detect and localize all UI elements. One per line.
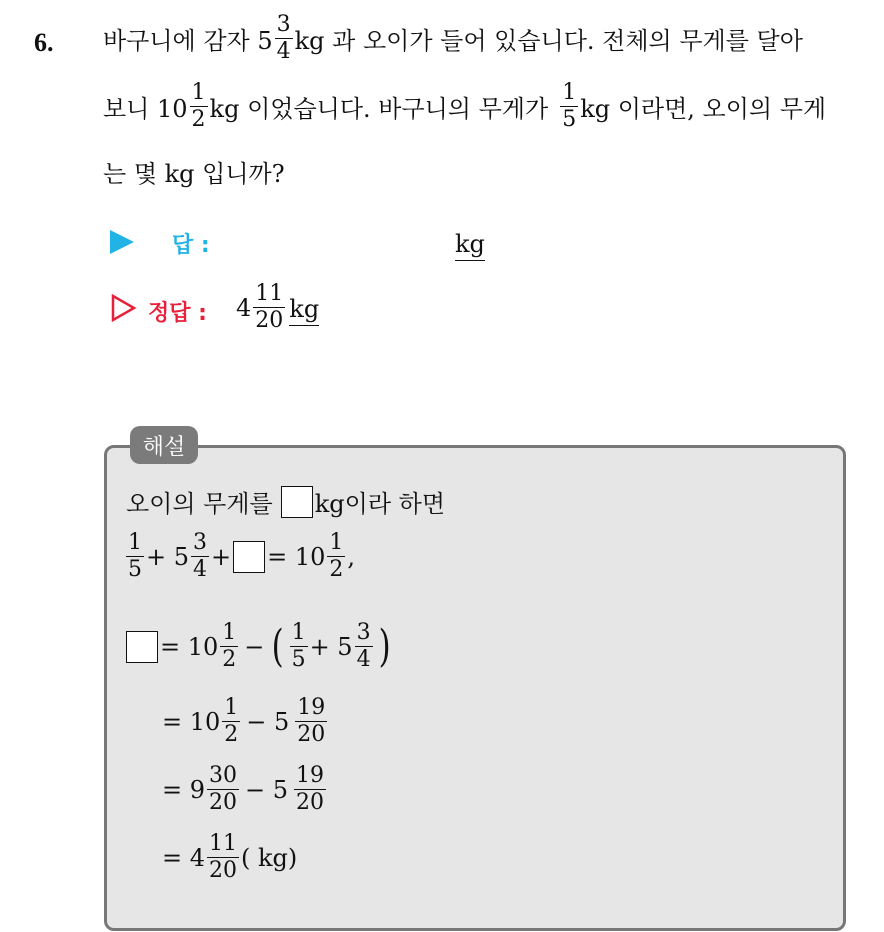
- correct-unit: kg: [289, 295, 319, 326]
- outline-arrow-icon: [111, 294, 137, 322]
- mixed-whole: 4: [236, 293, 252, 322]
- left-paren: (: [271, 620, 284, 672]
- math-operator: ,: [347, 542, 356, 571]
- fraction: [191, 532, 209, 581]
- fraction: [190, 82, 208, 131]
- fraction-denominator: 4: [276, 39, 291, 64]
- correct-answer-label: 정답 :: [148, 301, 207, 326]
- equation-1: [124, 532, 355, 581]
- fraction: [295, 697, 327, 746]
- fraction: [290, 622, 308, 671]
- fraction: [207, 765, 239, 814]
- fraction-denominator: 20: [209, 790, 238, 815]
- fraction-denominator: 2: [222, 647, 237, 672]
- right-paren: ): [378, 620, 391, 672]
- fraction-denominator: 5: [291, 647, 306, 672]
- fraction-numerator: 1: [224, 695, 239, 720]
- fraction-numerator: 3: [193, 530, 208, 555]
- question-text: 보니 10: [103, 95, 188, 123]
- fraction-denominator: 2: [224, 722, 239, 747]
- fraction-numerator: 19: [296, 763, 325, 788]
- blank-box: [233, 541, 265, 573]
- fraction-denominator: 20: [255, 308, 284, 333]
- fraction: [253, 283, 285, 332]
- fraction-numerator: 30: [209, 763, 238, 788]
- fraction-numerator: 1: [128, 530, 142, 555]
- fraction-denominator: 4: [356, 647, 371, 672]
- explanation-text: 오이의 무게를: [126, 490, 273, 518]
- question-text: 바구니에 감자 5: [103, 27, 273, 55]
- math-operator: − 5: [245, 775, 289, 804]
- math-operator: = 4: [162, 843, 206, 872]
- fraction-denominator: 20: [209, 858, 238, 883]
- explanation-tag: 해설: [130, 426, 198, 464]
- question-text: kg 이었습니다. 바구니의 무게가: [209, 95, 549, 123]
- fraction-denominator: 20: [296, 790, 325, 815]
- fraction-denominator: 5: [562, 107, 577, 132]
- answer-label: 답 :: [172, 233, 210, 258]
- math-operator: + 5: [146, 542, 190, 571]
- fraction-numerator: 3: [356, 620, 371, 645]
- fraction-denominator: 4: [193, 557, 208, 582]
- math-operator: + 5: [309, 632, 353, 661]
- math-operator: = 10: [160, 632, 219, 661]
- fraction-numerator: 1: [329, 530, 344, 555]
- correct-answer-value: [236, 283, 319, 332]
- fraction: [126, 532, 144, 581]
- fraction-numerator: 1: [291, 620, 306, 645]
- math-operator: − 5: [246, 707, 290, 736]
- fraction-numerator: 1: [562, 80, 577, 105]
- math-operator: = 9: [162, 775, 206, 804]
- question-line-1: [103, 14, 803, 63]
- fraction-numerator: 1: [191, 80, 206, 105]
- question-text: kg 과 오이가 들어 있습니다. 전체의 무게를 달아: [294, 27, 803, 55]
- question-number: 6.: [34, 28, 54, 57]
- equation-2: [124, 622, 394, 671]
- fraction-numerator: 11: [209, 831, 238, 856]
- fraction: [275, 14, 293, 63]
- fraction: [327, 532, 345, 581]
- fraction-denominator: 5: [128, 557, 142, 582]
- math-operator: −: [244, 632, 265, 661]
- math-operator: = 10: [267, 542, 326, 571]
- equation-3: [162, 697, 329, 746]
- fraction: [207, 833, 239, 882]
- question-line-2: [103, 82, 826, 131]
- fraction: [220, 622, 238, 671]
- blank-box: [281, 486, 313, 518]
- fraction-numerator: 3: [276, 12, 291, 37]
- math-operator: +: [211, 542, 232, 571]
- fraction: [560, 82, 578, 131]
- unit-label: ( kg): [241, 843, 298, 872]
- fraction: [355, 622, 373, 671]
- fraction-numerator: 19: [297, 695, 326, 720]
- math-operator: = 10: [162, 707, 221, 736]
- question-text: kg 이라면, 오이의 무게: [580, 95, 827, 123]
- fraction-numerator: 1: [222, 620, 237, 645]
- explanation-text: kg이라 하면: [314, 490, 446, 518]
- fraction-denominator: 2: [191, 107, 206, 132]
- fraction: [294, 765, 326, 814]
- fraction: [222, 697, 240, 746]
- question-line-3: 는 몇 kg 입니까?: [103, 160, 285, 188]
- play-arrow-icon: [110, 230, 134, 254]
- equation-5: [162, 833, 297, 882]
- blank-box: [126, 631, 158, 663]
- equation-4: [162, 765, 328, 814]
- explanation-line-1: [126, 484, 445, 519]
- answer-unit[interactable]: kg: [455, 230, 485, 261]
- fraction-denominator: 2: [329, 557, 344, 582]
- fraction-denominator: 20: [297, 722, 326, 747]
- fraction-numerator: 11: [255, 281, 284, 306]
